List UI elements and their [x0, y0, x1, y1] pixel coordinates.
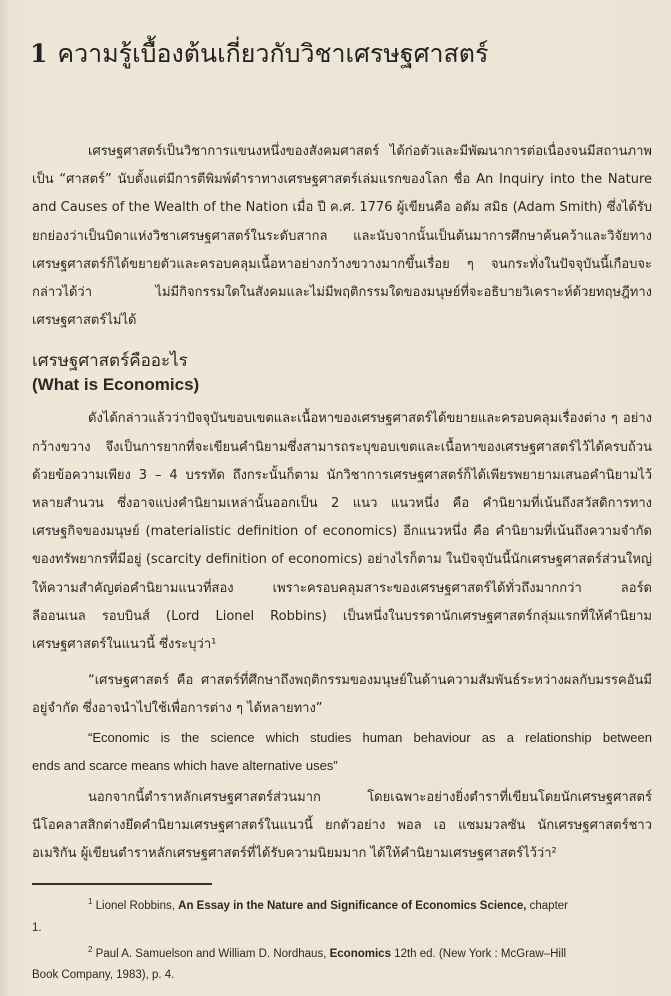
paragraph-line: นอกจากนี้ตำราหลักเศรษฐศาสตร์ส่วนมาก โดยเฉพาะอย่างยิ่งตำราที่เขียนโดยนักเศรษฐศาสตร์	[88, 790, 652, 806]
footnote-detail: 12th ed. (New York : McGraw–Hill	[394, 947, 567, 960]
paragraph-line: ดังได้กล่าวแล้วว่าปัจจุบันขอบเขตและเนื้อหาของเศรษฐศาสตร์ได้ขยายและครอบคลุมเรื่องต่าง ๆ อย่าง	[88, 411, 652, 427]
paragraph-line: ยกย่องว่าเป็นบิดาแห่งวิชาเศรษฐศาสตร์ในระดับสากล และนับจากนั้นเป็นต้นมาการศึกษาค้นคว้าและวิจัยทาง	[32, 228, 652, 244]
footnote-mark: 2	[88, 944, 93, 954]
paragraph-line: เป็น “ศาสตร์” นับตั้งแต่มีการตีพิมพ์ตำราทางเศรษฐศาสตร์เล่มแรกของโลก ชื่อ An Inquiry into the Nature	[32, 172, 652, 188]
body-paragraph	[32, 405, 652, 659]
paragraph-line: เศรษฐศาสตร์เป็นวิชาการแขนงหนึ่งของสังคมศาสตร์ ได้ก่อตัวและมีพัฒนาการต่อเนื่องจนมีสถานภาพ	[88, 144, 652, 159]
paragraph-line: เศรษฐศาสตร์ไม่ได้	[32, 313, 137, 329]
intro-paragraph	[32, 138, 652, 335]
closing-paragraph	[32, 784, 652, 869]
paragraph-line: เศรษฐศาสตร์ในแนวนี้ ซึ่งระบุว่า¹	[32, 637, 217, 653]
footnote-divider	[32, 883, 212, 885]
paragraph-line: อเมริกัน ผู้เขียนตำราหลักเศรษฐศาสตร์ที่ได้รับความนิยมมาก ได้ให้คำนิยามเศรษฐศาสตร์ไว้ว่า²	[32, 846, 557, 862]
chapter-title	[30, 36, 650, 72]
paragraph-line: and Causes of the Wealth of the Nation เมื่อ ปี ค.ศ. 1776 ผู้เขียนคือ อดัม สมิธ (Adam Smith) ซึ่งได้รับ	[32, 200, 652, 216]
footnote-title: An Essay in the Nature and Significance of Economics Science,	[178, 899, 527, 912]
section-heading-thai: เศรษฐศาสตร์คืออะไร	[32, 351, 188, 372]
footnote-title: Economics	[329, 947, 391, 960]
chapter-number: 1	[30, 39, 48, 68]
footnote-mark: 1	[88, 896, 93, 906]
quote-english-line: “Economic is the science which studies human behaviour as a relationship between	[88, 729, 652, 745]
quote-thai	[32, 667, 652, 723]
chapter-title-text: ความรู้เบื้องต้นเกี่ยวกับวิชาเศรษฐศาสตร์	[57, 39, 489, 68]
paragraph-line: ของทรัพยากรที่มีอยู่ (scarcity definition of economics) อย่างไรก็ตาม ในปัจจุบันนี้นักเศรษฐศาสตร์ส่วนใหญ่	[32, 552, 652, 568]
footnote-2	[32, 939, 652, 965]
paragraph-line: ให้ความสำคัญต่อคำนิยามแนวที่สอง เพราะครอบคลุมสาระของเศรษฐศาสตร์ได้ทั่วถึงมากกว่า ลอร์ด	[32, 580, 652, 596]
quote-english-line: ends and scarce means which have alternative uses”	[32, 757, 338, 773]
paragraph-line: เศรษฐศาสตร์ก็ได้ขยายตัวและครอบคลุมเนื้อหาอย่างกว้างขวางมากขึ้นเรื่อย ๆ จนกระทั่งในปัจจุบันนี้เกือบจะ	[32, 256, 652, 272]
section-heading-english: (What is Economics)	[32, 375, 200, 395]
quote-thai-line: อยู่จำกัด ซึ่งอาจนำไปใช้เพื่อการต่าง ๆ ได้หลายทาง”	[32, 701, 323, 717]
paragraph-line: กว้างขวาง จึงเป็นการยากที่จะเขียนคำนิยามซึ่งสามารถระบุขอบเขตและเนื้อหาของเศรษฐศาสตร์ไว้ได้ครบถ้วน	[32, 439, 652, 455]
footnote-author: Paul A. Samuelson and William D. Nordhaus,	[95, 947, 327, 960]
paragraph-line: เศรษฐกิจของมนุษย์ (materialistic definition of economics) อีกแนวหนึ่ง คือ คำนิยามที่เน้นถึงความจำกัด	[32, 524, 652, 540]
paragraph-line: ลีออนเนล รอบบินส์ (Lord Lionel Robbins) เป็นหนึ่งในบรรดานักเศรษฐศาสตร์กลุ่มแรกที่ให้คำนิยาม	[32, 608, 652, 624]
quote-thai-line: “เศรษฐศาสตร์ คือ ศาสตร์ที่ศึกษาถึงพฤติกรรมของมนุษย์ในด้านความสัมพันธ์ระหว่างผลกับมรรคอันมี	[88, 673, 652, 689]
quote-english	[32, 724, 652, 780]
footnote-detail: chapter	[529, 899, 568, 912]
footnote-1-continued: 1.	[32, 921, 42, 934]
paragraph-line: กล่าวได้ว่า ไม่มีกิจกรรมใดในสังคมและไม่มีพฤติกรรมใดของมนุษย์ที่จะอธิบายวิเคราะห์ด้วยทฤษฎีทาง	[32, 285, 652, 301]
footnote-author: Lionel Robbins,	[95, 899, 175, 912]
paragraph-line: หลายสำนวน ซึ่งอาจแบ่งคำนิยามเหล่านั้นออกเป็น 2 แนว แนวหนึ่ง คือ คำนิยามที่เน้นถึงสวัสดิการทาง	[32, 496, 652, 512]
footnote-2-continued: Book Company, 1983), p. 4.	[32, 969, 175, 982]
paragraph-line: นีโอคลาสสิกต่างยึดคำนิยามเศรษฐศาสตร์ในแนวนี้ ยกตัวอย่าง พอล เอ แซมมวลซัน นักเศรษฐศาสตร์ชาว	[32, 818, 652, 834]
paragraph-line: ด้วยข้อความเพียง 3 – 4 บรรทัด ถึงกระนั้นก็ตาม นักวิชาการเศรษฐศาสตร์ก็ได้เพียรพยายามเสนอคำนิยามไว้	[32, 467, 652, 483]
footnote-1	[32, 891, 652, 917]
